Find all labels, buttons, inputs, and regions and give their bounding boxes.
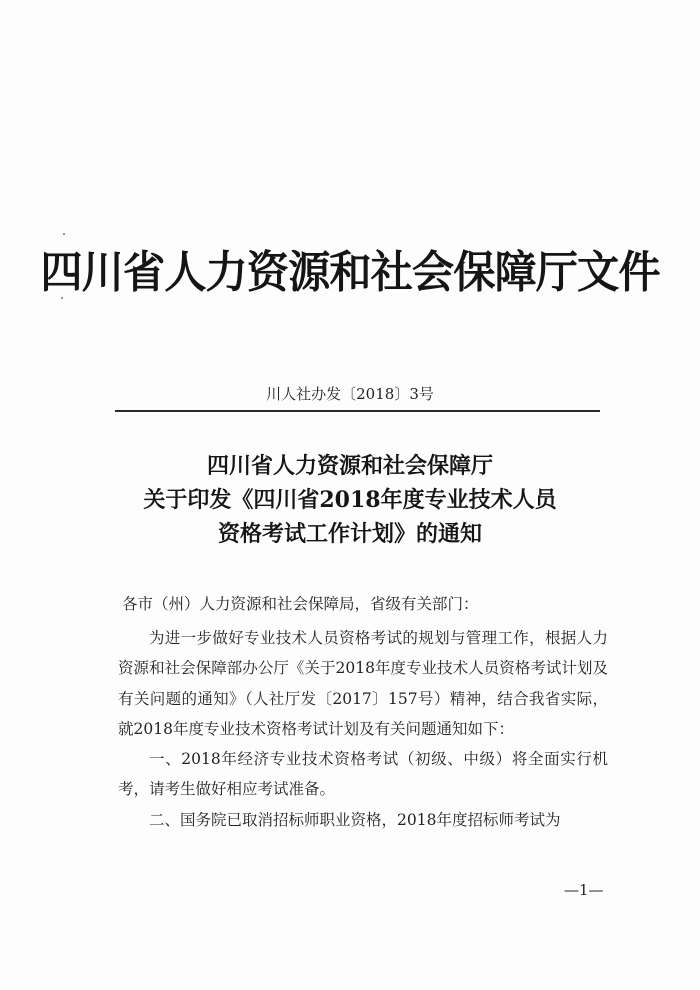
body-paragraph-intro: 为进一步做好专业技术人员资格考试的规划与管理工作，根据人力资源和社会保障部办公厅《关于2018年度专业技术人员资格考试计划及有关问题的通知》（人社厅发〔2017〕157号）精神，结合我省实际，就2018年度专业技术资格考试计划及有关问题通知如下：: [118, 629, 608, 738]
document-masthead: 四川省人力资源和社会保障厅文件: [40, 247, 660, 298]
notice-title-line-3: 资格考试工作计划》的通知: [217, 521, 482, 547]
notice-title: [0, 449, 700, 551]
notice-title-line-2: 关于印发《四川省2018年度专业技术人员: [143, 487, 557, 513]
masthead-divider-line: [115, 410, 600, 412]
body-paragraph-item-2: 二、国务院已取消招标师职业资格，2018年度招标师考试为: [149, 810, 561, 829]
page-number: —1—: [564, 881, 604, 899]
scan-speck: [63, 233, 65, 235]
addressee-line: 各市（州）人力资源和社会保障局，省级有关部门：: [122, 595, 479, 613]
document-number: 川人社办发〔2018〕3号: [266, 385, 434, 403]
body-paragraph-item-1: 一、2018年经济专业技术资格考试（初级、中级）将全面实行机考，请考生做好相应考试准备。: [118, 750, 608, 799]
notice-title-line-1: 四川省人力资源和社会保障厅: [206, 453, 493, 479]
notice-body: [118, 623, 608, 835]
